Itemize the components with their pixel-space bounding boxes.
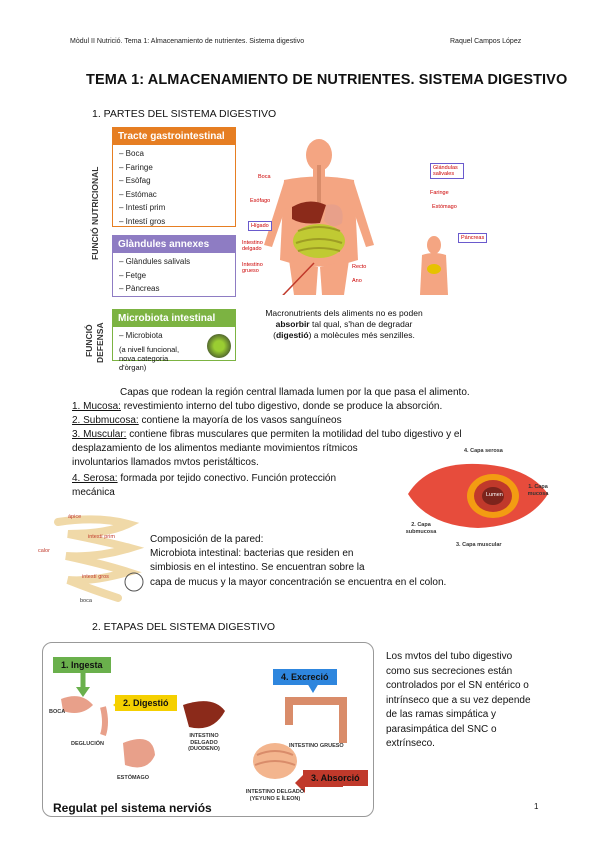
list-item: – Esòfag xyxy=(119,174,229,188)
label-pancreas: Páncreas xyxy=(458,233,487,243)
macro-post: ) a molècules més senzilles. xyxy=(308,330,415,340)
composicion-l4: capa de mucus y la mayor concentración se encuentra en el colon. xyxy=(150,577,447,588)
macro-digestio: digestió xyxy=(275,330,309,340)
stage-digestio: 2. Digestió xyxy=(115,695,177,711)
layers-svg xyxy=(398,444,558,554)
section-1-heading: 1. PARTES DEL SISTEMA DIGESTIVO xyxy=(92,108,277,120)
stage-duodeno-label: INTESTINO DELGADO (DUODENO) xyxy=(188,733,220,752)
page-number: 1 xyxy=(534,802,539,811)
layers-figure xyxy=(398,444,558,554)
list-item: – Estómac xyxy=(119,188,229,202)
glandules-heading: Glàndules annexes xyxy=(113,236,235,253)
composicion-l1: Composición de la pared: xyxy=(150,534,264,545)
capa-submucosa-value: contiene la mayoría de los vasos sanguíneos xyxy=(138,415,342,426)
intestine-gros-label: intestí gros xyxy=(82,574,109,580)
intestine-apice-label: ápice xyxy=(68,514,82,520)
capas-intro: Capas que rodean la región central llamada lumen por la que pasa el alimento. xyxy=(120,387,470,398)
list-item: – Microbiota xyxy=(119,329,229,343)
tracte-box xyxy=(112,127,236,227)
capa-serosa-cont: mecánica xyxy=(72,487,115,498)
side-text: Los mvtos del tubo digestivo como sus secreciones están controlados por el SN entérico o intrínseco que a su vez depende de las ramas simpática y parasimpática del SNC o extrínseco. xyxy=(386,651,531,749)
intestine-figure xyxy=(38,512,148,604)
macronutrients-text xyxy=(264,308,424,341)
composicion-l3: simbiosis en el intestino. Se encuentran sobre la xyxy=(150,562,365,573)
label-faringe: Faringe xyxy=(430,190,449,196)
digestive-stages-figure xyxy=(42,642,374,817)
bacteria-icon xyxy=(207,334,231,358)
stage-excrecio: 4. Excreció xyxy=(273,669,337,685)
macro-absorbir: absorbir xyxy=(275,319,310,329)
label-boca: Boca xyxy=(258,174,271,180)
stage-absorcio: 3. Absorció xyxy=(303,770,368,786)
microbiota-heading: Microbiota intestinal xyxy=(113,310,235,327)
intestine-prim-label: intestí prim xyxy=(88,534,115,540)
capa-mucosa-value: revestimiento interno del tubo digestivo, donde se produce la absorción. xyxy=(120,401,443,412)
layer-lumen-label: Lumen xyxy=(486,492,503,498)
list-item: – Pàncreas xyxy=(119,282,229,296)
vlabel-nutricional: FUNCIÓ NUTRICIONAL xyxy=(90,166,100,260)
capa-muscular-key: 3. Muscular: xyxy=(72,429,127,440)
tracte-heading: Tracte gastrointestinal xyxy=(113,128,235,145)
label-ano: Ano xyxy=(352,278,362,284)
glandules-list xyxy=(113,253,235,298)
anatomy-illustration xyxy=(234,135,485,295)
list-item: – Intestí prim xyxy=(119,201,229,215)
label-glandulas: Glándulas salivales xyxy=(430,163,464,179)
header-left: Mòdul II Nutrició. Tema 1: Almacenamiento de nutrientes. Sistema digestivo xyxy=(70,38,305,45)
stage-boca-label: BOCA xyxy=(49,709,66,715)
list-item: – Glàndules salivals xyxy=(119,255,229,269)
regulat-text: Regulat pel sistema nerviós xyxy=(53,801,212,815)
label-esofago: Esófago xyxy=(250,198,271,204)
page-title: TEMA 1: ALMACENAMIENTO DE NUTRIENTES. SISTEMA DIGESTIVO xyxy=(86,72,568,88)
label-estomago: Estómago xyxy=(432,204,457,210)
capa-serosa-key: 4. Serosa: xyxy=(72,473,118,484)
list-item: – Intestí gros xyxy=(119,215,229,229)
vlabel-defensa-1: FUNCIÓ xyxy=(84,324,94,357)
intestine-boca-label: boca xyxy=(80,598,92,604)
stage-ingesta: 1. Ingesta xyxy=(53,657,111,673)
glandules-box xyxy=(112,235,236,297)
label-intestino-delgado: Intestino delgado xyxy=(242,240,263,252)
section-2-heading: 2. ETAPAS DEL SISTEMA DIGESTIVO xyxy=(92,621,276,633)
stage-estomago-label: ESTÓMAGO xyxy=(117,775,150,781)
macro-mid: tal qual, s'han de degradar ( xyxy=(273,319,413,340)
capa-serosa xyxy=(72,472,336,486)
layer-mucosa-label: 1. Capa mucosa xyxy=(527,484,549,497)
capa-submucosa xyxy=(72,414,342,428)
composicion-l2: Microbiota intestinal: bacterias que residen en xyxy=(150,548,354,559)
list-item: – Boca xyxy=(119,147,229,161)
capa-mucosa-key: 1. Mucosa: xyxy=(72,401,121,412)
vlabel-defensa-2: DEFENSA xyxy=(95,322,105,363)
capa-submucosa-key: 2. Submucosa: xyxy=(72,415,139,426)
label-recto: Recto xyxy=(352,264,367,270)
digestive-parts-figure xyxy=(84,125,524,385)
intestine-calor-label: calor xyxy=(38,548,50,554)
layer-serosa-label: 4. Capa serosa xyxy=(464,448,503,454)
label-higado: Hígado xyxy=(248,221,272,231)
microbiota-note: (a nivell funcional, nova categoria d'òrgan) xyxy=(119,344,180,372)
layer-submucosa-label: 2. Capa submucosa xyxy=(405,522,437,535)
stage-deglucion-label: DEGLUCIÓN xyxy=(71,741,104,747)
capa-serosa-value: formada por tejido conectivo. Función protección xyxy=(117,473,337,484)
stage-grueso-label: INTESTINO GRUESO xyxy=(289,743,344,749)
list-item: – Faringe xyxy=(119,161,229,175)
intestine-svg xyxy=(38,512,148,604)
capa-muscular-cont1: desplazamiento de los alimentos mediante movimientos rítmicos xyxy=(72,443,358,454)
capa-mucosa xyxy=(72,400,442,414)
tracte-list xyxy=(113,145,235,230)
capa-muscular xyxy=(72,428,462,442)
list-item: – Fetge xyxy=(119,269,229,283)
macro-pre: Macronutrients dels aliments no es poden xyxy=(265,308,423,318)
layer-muscular-label: 3. Capa muscular xyxy=(456,542,502,548)
header-right: Raquel Campos López xyxy=(450,38,522,45)
microbiota-box xyxy=(112,309,236,372)
capa-muscular-cont2: involuntarios llamados mvtos peristálticos. xyxy=(72,457,259,468)
stage-yeyuno-label: INTESTINO DELGADO (YEYUNO E ÍLEON) xyxy=(245,789,305,802)
label-intestino-grueso: Intestino grueso xyxy=(242,262,263,274)
capa-muscular-value: contiene fibras musculares que permiten la motilidad del tubo digestivo y el xyxy=(126,429,462,440)
